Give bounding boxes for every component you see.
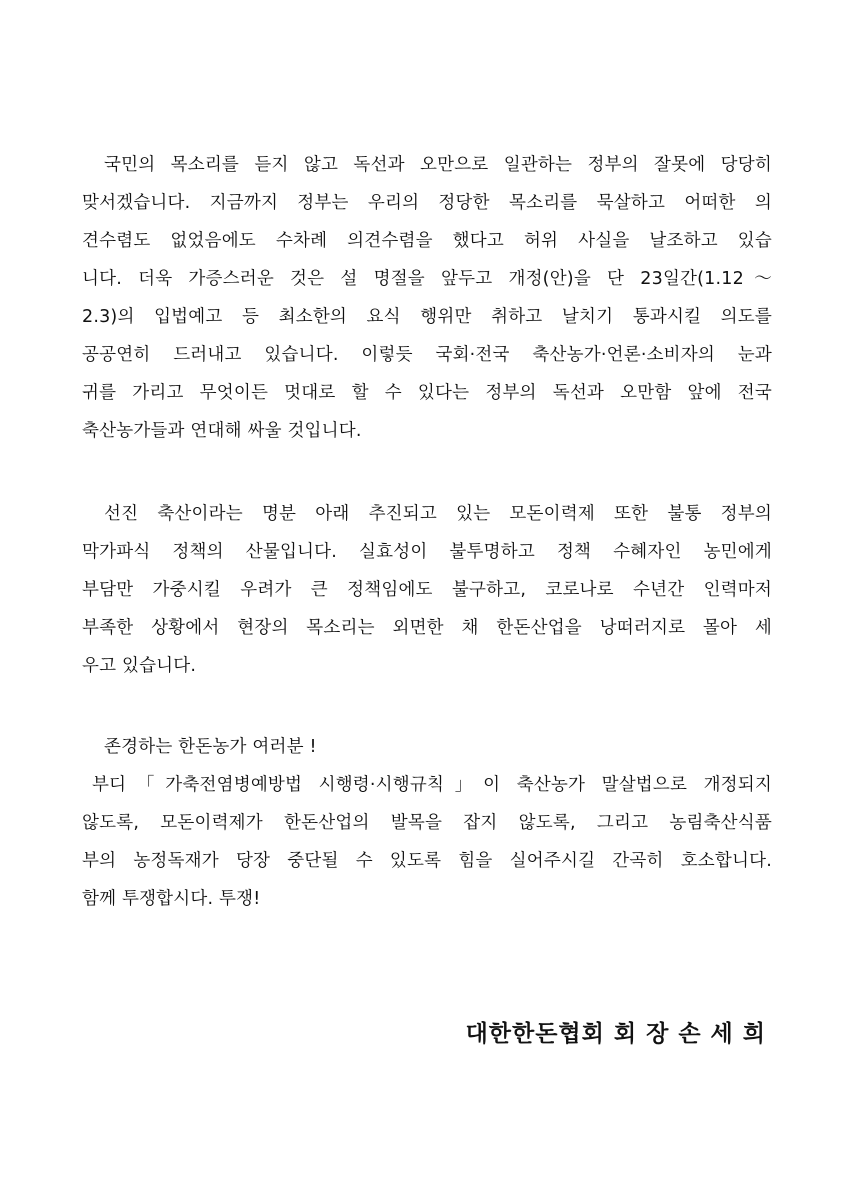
paragraph-3-line-3: 않도록, 모돈이력제가 한돈산업의 발목을 잡지 않도록, 그리고 농림축산식품 [82, 813, 772, 833]
paragraph-1-line-2: 맞서겠습니다. 지금까지 정부는 우리의 정당한 목소리를 묵살하고 어떠한 의 [82, 193, 772, 213]
paragraph-1-line-3: 견수렴도 없었음에도 수차례 의견수렴을 했다고 허위 사실을 날조하고 있습 [82, 231, 772, 251]
paragraph-1-line-4: 니다. 더욱 가증스러운 것은 설 명절을 앞두고 개정(안)을 단 23일간(1.12～ [82, 269, 772, 289]
paragraph-3-line-2: 부디「가축전염병예방법 시행령·시행규칙」이 축산농가 말살법으로 개정되지 [92, 775, 772, 795]
paragraph-3-line-1: 존경하는 한돈농가 여러분 ! [104, 737, 317, 757]
paragraph-3-line-4: 부의 농정독재가 당장 중단될 수 있도록 힘을 실어주시길 간곡히 호소합니다. [82, 851, 772, 871]
paragraph-2-line-5: 우고 있습니다. [82, 656, 197, 676]
paragraph-2-line-1: 선진 축산이라는 명분 아래 추진되고 있는 모돈이력제 또한 불통 정부의 [104, 504, 772, 524]
paragraph-1-line-1: 국민의 목소리를 듣지 않고 독선과 오만으로 일관하는 정부의 잘못에 당당히 [104, 155, 772, 175]
paragraph-2-line-3: 부담만 가중시킬 우려가 큰 정책임에도 불구하고, 코로나로 수년간 인력마저 [82, 580, 772, 600]
paragraph-1-line-8: 축산농가들과 연대해 싸울 것입니다. [82, 421, 362, 441]
paragraph-3-line-5: 함께 투쟁합시다. 투쟁! [82, 889, 261, 909]
paragraph-1-line-5: 2.3)의 입법예고 등 최소한의 요식 행위만 취하고 날치기 통과시킬 의도를 [82, 307, 772, 327]
signature: 대한한돈협회 회 장 손 세 희 [465, 1021, 766, 1047]
paragraph-2-line-2: 막가파식 정책의 산물입니다. 실효성이 불투명하고 정책 수혜자인 농민에게 [82, 542, 772, 562]
paragraph-1-line-6: 공공연히 드러내고 있습니다. 이렇듯 국회·전국 축산농가·언론·소비자의 눈과 [82, 345, 772, 365]
paragraph-2-line-4: 부족한 상황에서 현장의 목소리는 외면한 채 한돈산업을 낭떠러지로 몰아 세 [82, 618, 772, 638]
paragraph-1-line-7: 귀를 가리고 무엇이든 멋대로 할 수 있다는 정부의 독선과 오만함 앞에 전국 [82, 383, 772, 403]
